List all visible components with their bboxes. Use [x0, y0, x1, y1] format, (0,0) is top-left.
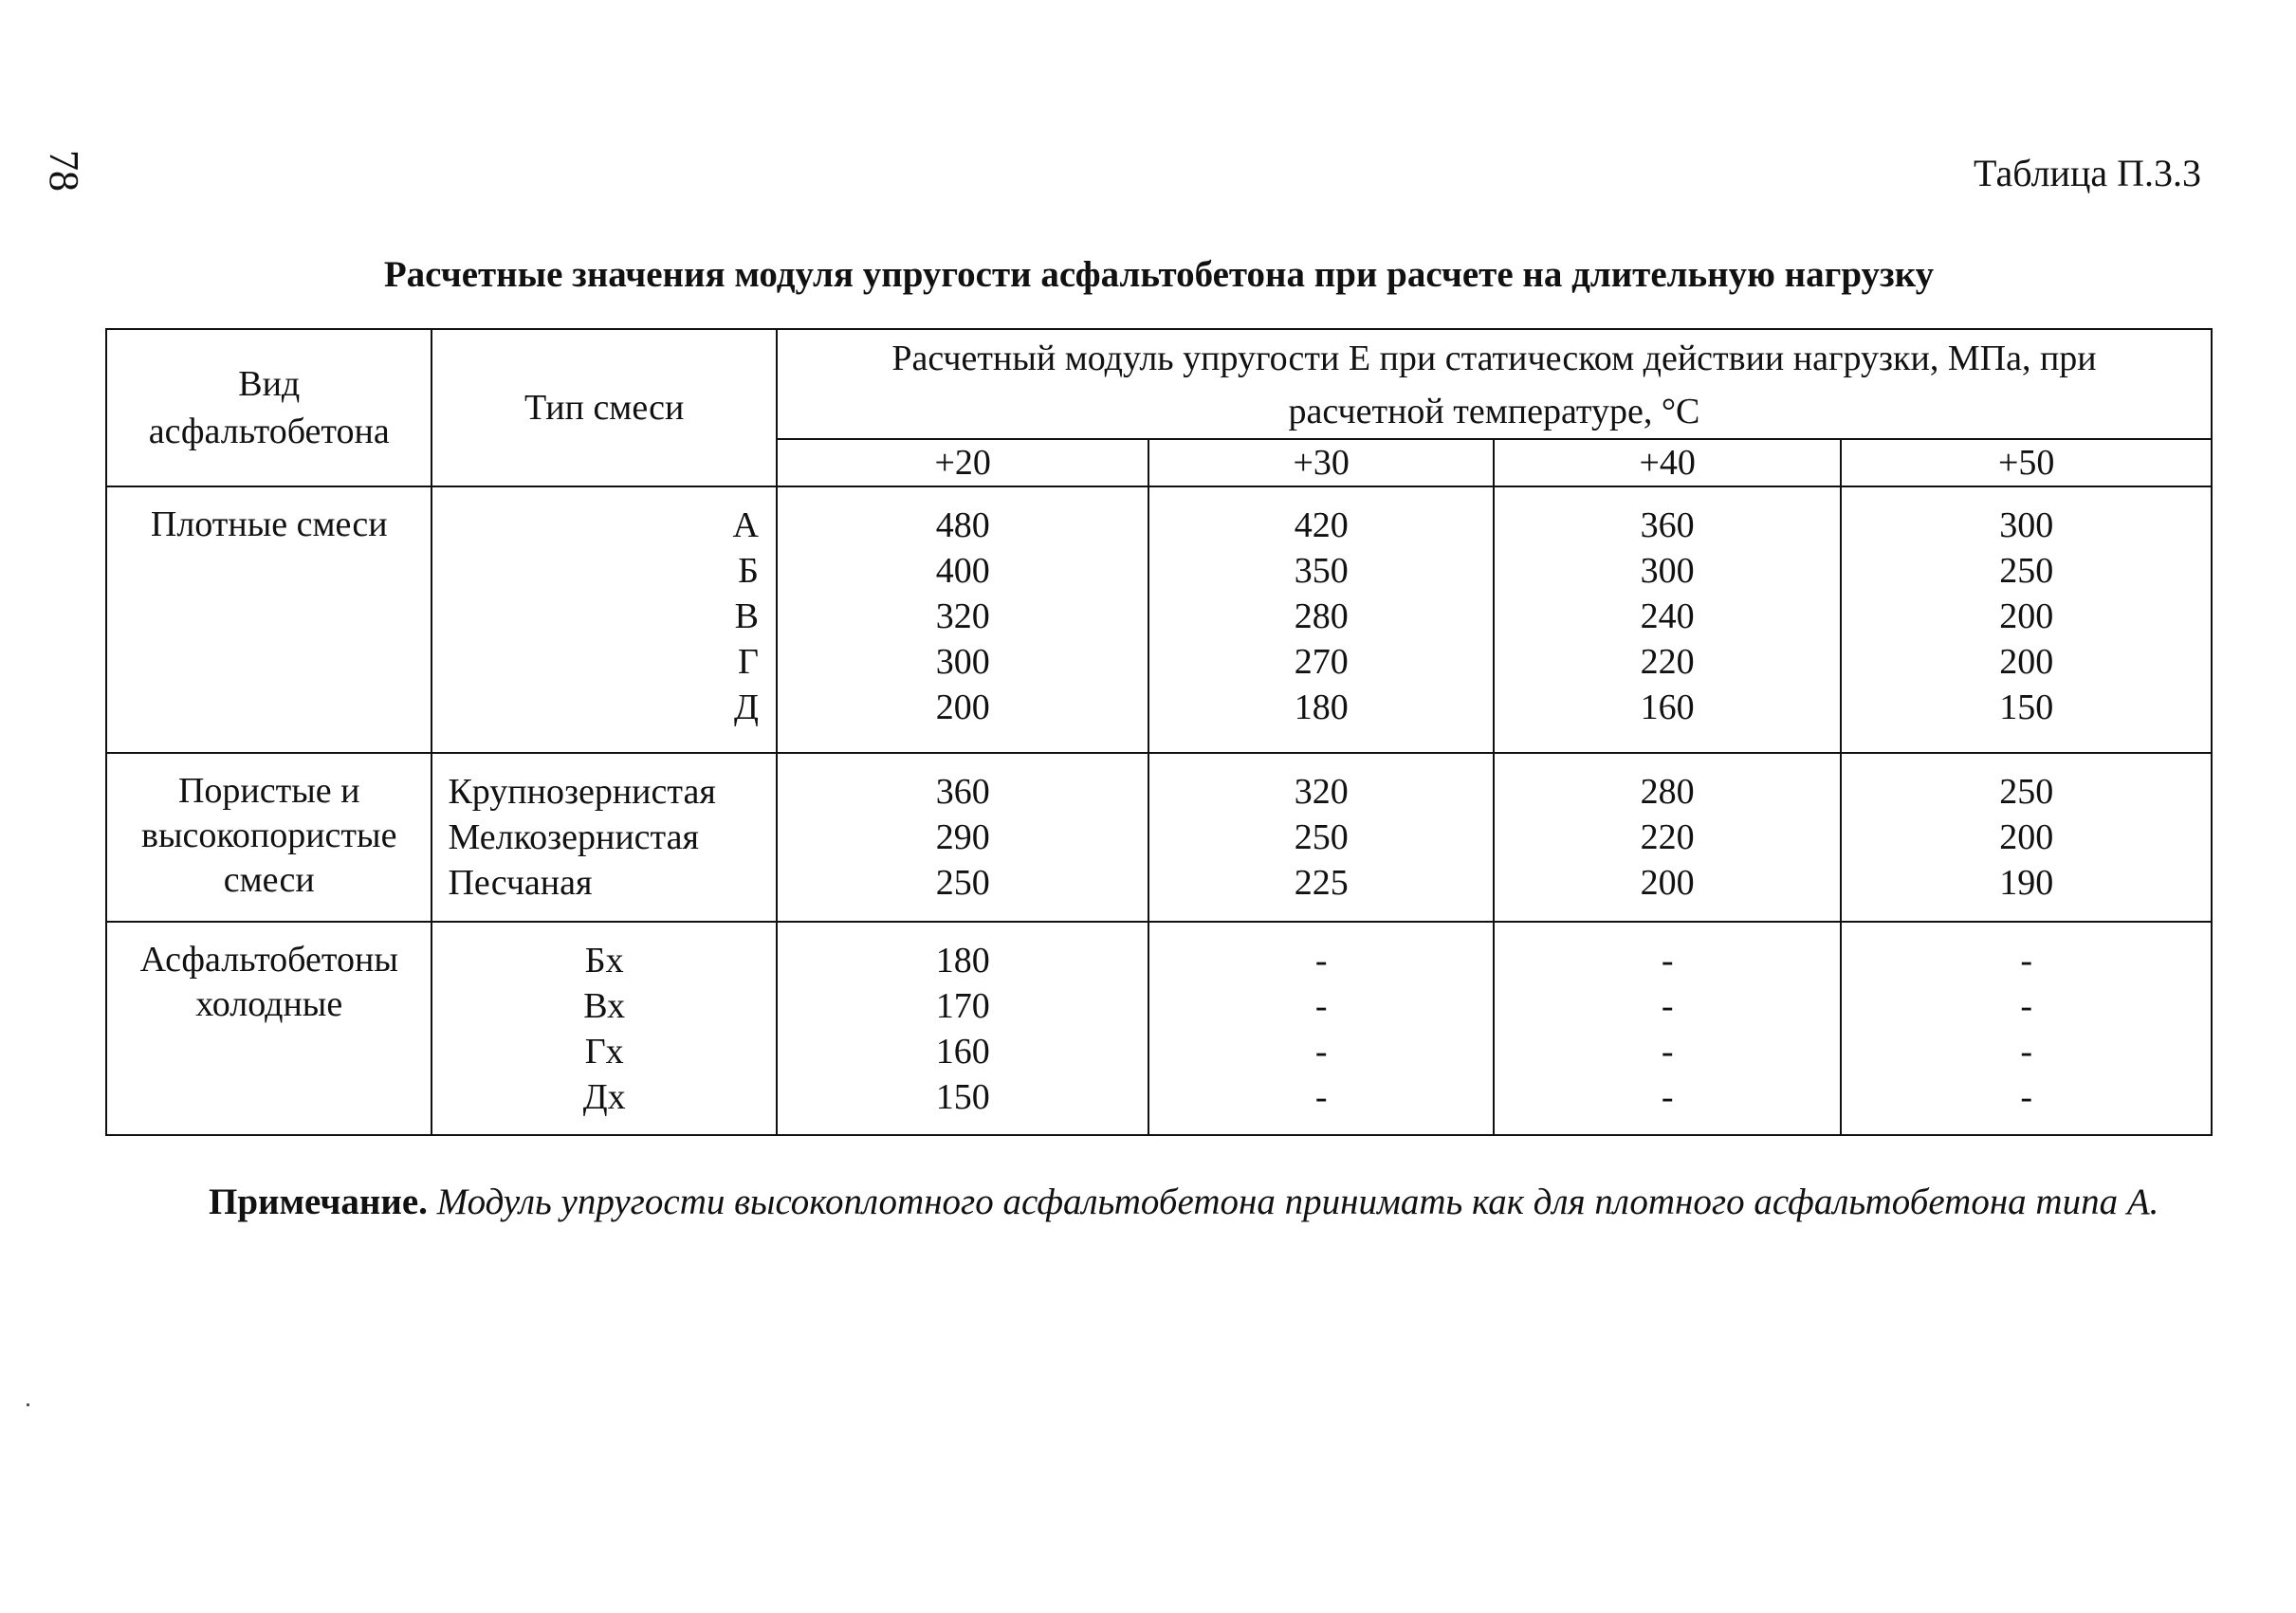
value: -: [1661, 1077, 1674, 1117]
value: 180: [1294, 687, 1349, 727]
value: -: [1661, 986, 1674, 1026]
value-cell-t40: [1494, 753, 1841, 922]
header-modulus: [777, 329, 2212, 439]
value: 220: [1640, 817, 1695, 857]
value: 420: [1294, 505, 1349, 545]
type-label: В: [734, 596, 759, 636]
modulus-table: [105, 328, 2213, 1136]
value: 200: [1999, 642, 2054, 682]
header-modulus-line: расчетной температуре, °С: [1288, 392, 1700, 431]
value: 250: [1294, 817, 1349, 857]
table-note: [106, 1176, 2212, 1229]
value-cell-t40: [1494, 922, 1841, 1135]
type-label: Г: [737, 642, 759, 682]
value: 320: [1294, 772, 1349, 812]
note-label: Примечание.: [209, 1182, 428, 1222]
value: 290: [935, 817, 990, 857]
note-text: Модуль упругости высокоплотного асфальтобетона принимать как для плотного асфальтобетона типа А.: [436, 1182, 2159, 1222]
value: 160: [1640, 687, 1695, 727]
value: 220: [1640, 642, 1695, 682]
value-cell-t20: [777, 922, 1149, 1135]
type-label: Мелкозернистая: [448, 817, 699, 857]
table-row: [106, 486, 2212, 753]
value: 480: [935, 505, 990, 545]
header-mix-kind-line: Вид: [238, 364, 301, 404]
stray-dot: [27, 1403, 29, 1406]
category-label: смеси: [223, 860, 315, 900]
value: -: [1661, 1032, 1674, 1072]
value: 400: [935, 551, 990, 591]
value: -: [1661, 941, 1674, 981]
value: 250: [1999, 551, 2054, 591]
value: 160: [935, 1032, 990, 1072]
category-label: Асфальтобетоны: [139, 940, 398, 980]
header-modulus-line: Расчетный модуль упругости Е при статическом действии нагрузки, МПа, при: [891, 339, 2097, 378]
value: 360: [1640, 505, 1695, 545]
value: 270: [1294, 642, 1349, 682]
header-mix-type: Тип смеси: [432, 329, 776, 486]
header-temp: +20: [777, 439, 1149, 486]
value-cell-t50: [1841, 486, 2212, 753]
value: -: [2020, 1077, 2033, 1117]
type-label: Б: [738, 551, 759, 591]
value: 280: [1294, 596, 1349, 636]
type-label: А: [732, 505, 759, 545]
type-cell: [432, 922, 776, 1135]
value: -: [2020, 1032, 2033, 1072]
table-row: [106, 922, 2212, 1135]
value: 190: [1999, 863, 2054, 903]
value: -: [1314, 986, 1328, 1026]
value: -: [1314, 941, 1328, 981]
value-cell-t20: [777, 486, 1149, 753]
value: 300: [1999, 505, 2054, 545]
value: 180: [935, 941, 990, 981]
value: 320: [935, 596, 990, 636]
type-label: Дх: [582, 1077, 626, 1117]
category-label: высокопористые: [141, 816, 397, 855]
table-label: Таблица П.3.3: [1974, 152, 2201, 194]
value: 200: [1640, 863, 1695, 903]
type-label: Вх: [583, 986, 626, 1026]
table-title: Расчетные значения модуля упругости асфальтобетона при расчете на длительную нагрузку: [383, 254, 1935, 295]
value: 150: [935, 1077, 990, 1117]
value: -: [1314, 1032, 1328, 1072]
value: 240: [1640, 596, 1695, 636]
value-cell-t30: [1148, 486, 1493, 753]
header-temp: +50: [1841, 439, 2212, 486]
category-cell: [106, 486, 432, 753]
value: -: [1314, 1077, 1328, 1117]
value: -: [2020, 941, 2033, 981]
category-label: холодные: [195, 984, 343, 1024]
value: 225: [1294, 863, 1349, 903]
value: 200: [1999, 817, 2054, 857]
category-cell: [106, 753, 432, 922]
value-cell-t30: [1148, 753, 1493, 922]
value: 360: [935, 772, 990, 812]
value: 280: [1640, 772, 1695, 812]
value: 200: [1999, 596, 2054, 636]
type-cell: [432, 486, 776, 753]
value-cell-t40: [1494, 486, 1841, 753]
type-label: Гх: [584, 1032, 624, 1072]
value: 300: [1640, 551, 1695, 591]
value: 170: [935, 986, 990, 1026]
header-mix-kind: [106, 329, 432, 486]
header-temp: +40: [1494, 439, 1841, 486]
value-cell-t50: [1841, 753, 2212, 922]
value: 350: [1294, 551, 1349, 591]
value: -: [2020, 986, 2033, 1026]
value-cell-t50: [1841, 922, 2212, 1135]
value-cell-t30: [1148, 922, 1493, 1135]
type-label: Д: [734, 687, 759, 727]
category-label: Плотные смеси: [150, 504, 388, 544]
value: 150: [1999, 687, 2054, 727]
header-temp: +30: [1148, 439, 1493, 486]
type-label: Песчаная: [448, 863, 593, 903]
value: 200: [935, 687, 990, 727]
page-number: 78: [41, 150, 87, 192]
type-cell: [432, 753, 776, 922]
type-label: Бх: [584, 941, 624, 981]
header-mix-kind-line: асфальтобетона: [148, 412, 390, 451]
type-label: Крупнозернистая: [448, 772, 716, 812]
value: 250: [1999, 772, 2054, 812]
category-cell: [106, 922, 432, 1135]
table-row: [106, 753, 2212, 922]
category-label: Пористые и: [177, 771, 360, 811]
value: 250: [935, 863, 990, 903]
value-cell-t20: [777, 753, 1149, 922]
value: 300: [935, 642, 990, 682]
